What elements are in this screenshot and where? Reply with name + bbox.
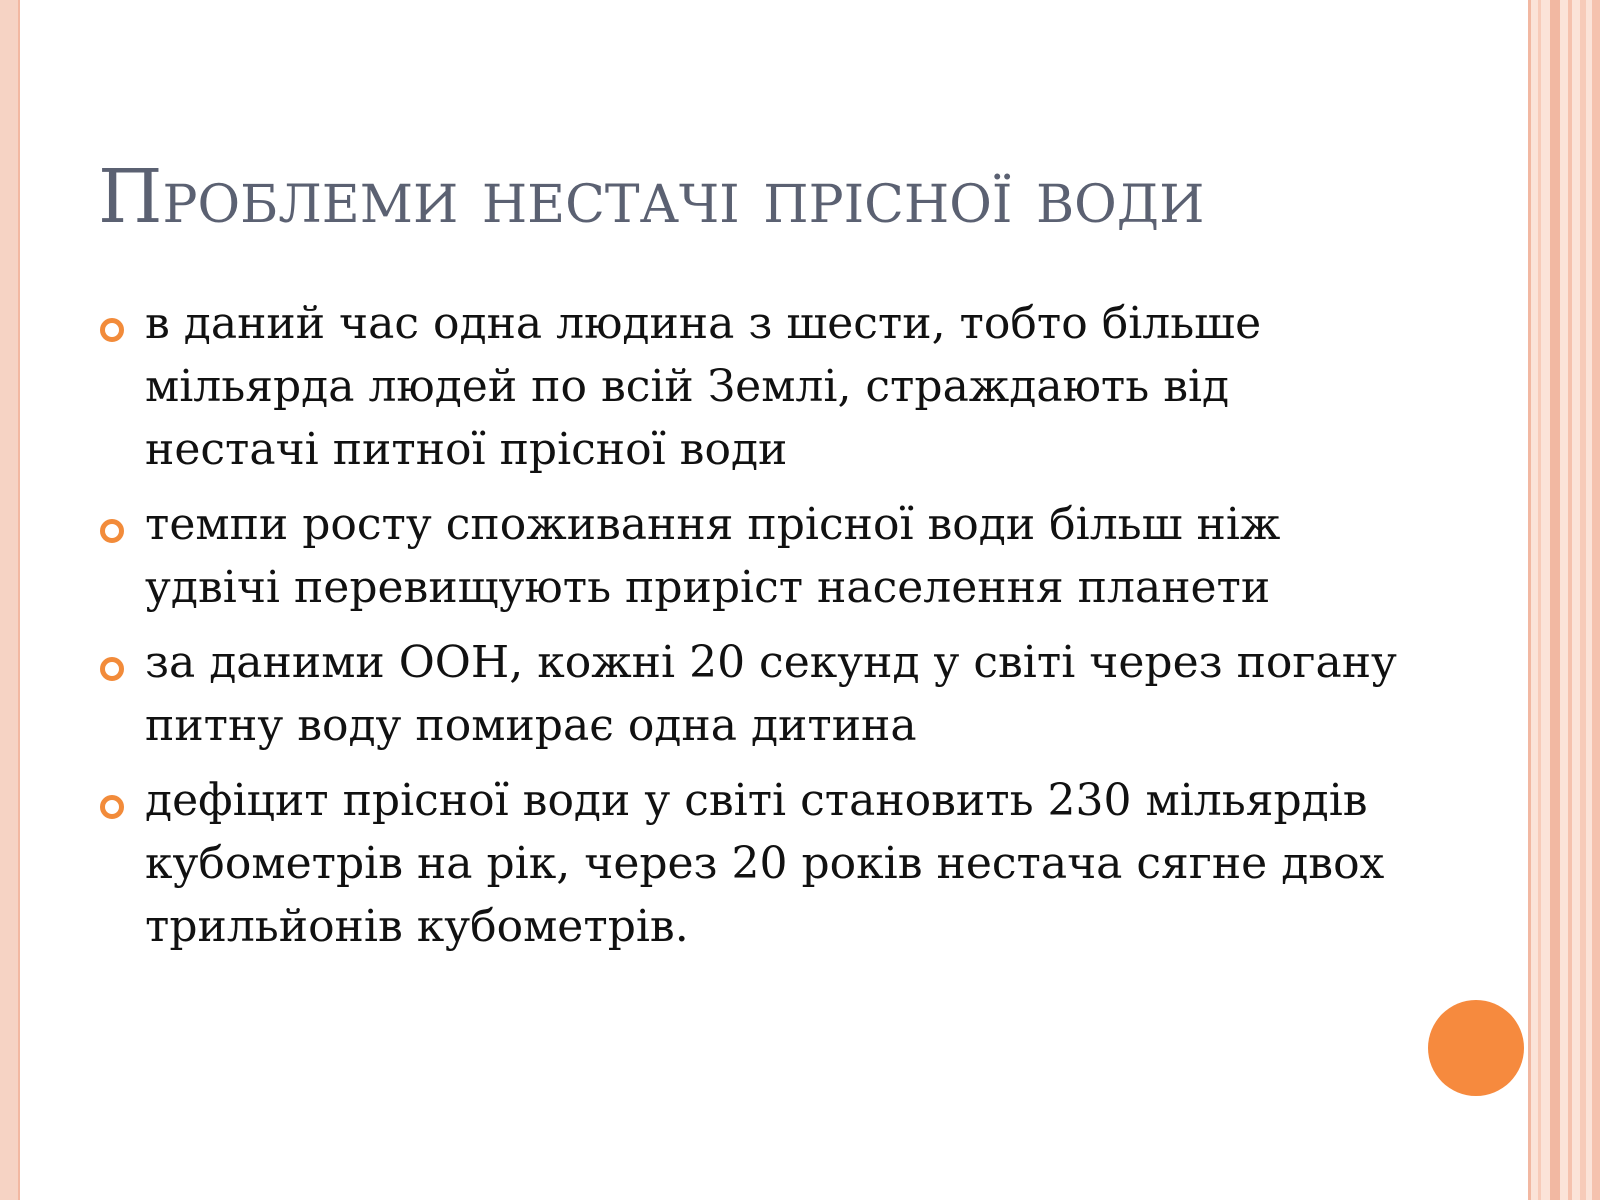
bullet-item <box>100 493 1400 619</box>
stripe <box>1550 0 1560 1200</box>
stripe <box>1528 0 1531 1200</box>
ring-bullet-icon <box>100 519 124 543</box>
left-border-band <box>0 0 18 1200</box>
bullet-text: дефіцит прісної води у світі становить 230 мільярдів кубометрів на рік, через 20 років нестача сягне двох трильйонів кубометрів. <box>145 775 1385 952</box>
right-decorative-stripes <box>1528 0 1600 1200</box>
bullet-item <box>100 292 1400 481</box>
stripe <box>1592 0 1600 1200</box>
ring-bullet-icon <box>100 318 124 342</box>
left-border-line <box>18 0 20 1200</box>
stripe <box>1538 0 1541 1200</box>
bullet-item <box>100 769 1400 958</box>
bullet-text: за даними ООН, кожні 20 секунд у світі через погану питну воду помирає одна дитина <box>145 637 1397 751</box>
ring-bullet-icon <box>100 795 124 819</box>
slide-title: Проблеми нестачі прісної води <box>98 154 1205 240</box>
stripe <box>1580 0 1586 1200</box>
bullet-text: в даний час одна людина з шести, тобто більше мільярда людей по всій Землі, страждають від нестачі питної прісної води <box>145 298 1262 475</box>
stripe <box>1568 0 1572 1200</box>
bullet-item <box>100 631 1400 757</box>
orange-circle-decoration <box>1428 1000 1524 1096</box>
bullet-text: темпи росту споживання прісної води більш ніж удвічі перевищують приріст населення планети <box>145 499 1281 613</box>
ring-bullet-icon <box>100 657 124 681</box>
bullet-list <box>100 292 1400 970</box>
